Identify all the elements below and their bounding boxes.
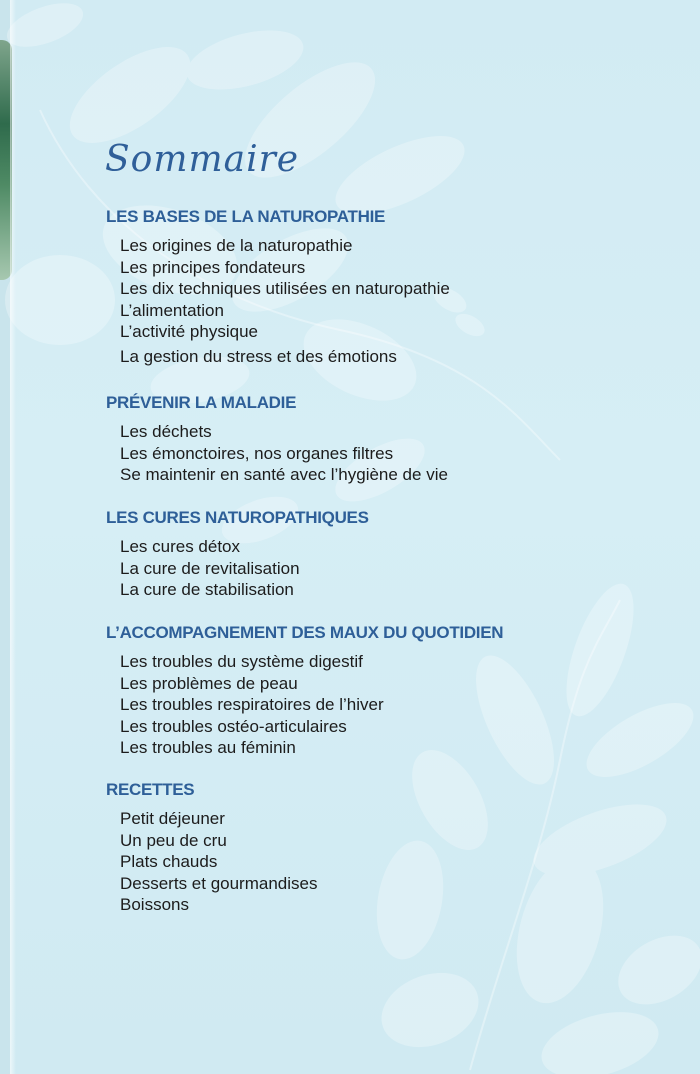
toc-item: Les troubles du système digestif [120,652,363,671]
toc-item: Les émonctoires, nos organes filtres [120,443,394,463]
section-items [106,421,666,486]
section-items [106,651,666,759]
section-cures [106,508,666,601]
section-heading: LES BASES DE LA NATUROPATHIE [106,207,386,226]
toc-item: Les troubles respiratoires de l’hiver [120,695,384,714]
toc-item: Un peu de cru [120,830,227,850]
toc-item: Les déchets [120,422,212,441]
toc-item: Les dix techniques utilisées en naturopathie [120,279,450,298]
toc-item: Les principes fondateurs [120,257,306,277]
toc-item: Les troubles au féminin [120,738,296,757]
section-accompagnement [106,623,666,759]
toc-item: La cure de stabilisation [120,580,294,599]
section-heading: LES CURES NATUROPATHIQUES [106,508,369,527]
toc-item: L’alimentation [120,300,224,320]
toc-item: Boissons [120,895,189,914]
toc-item: L’activité physique [120,322,258,341]
toc-item: Desserts et gourmandises [120,873,318,893]
toc-item: La cure de revitalisation [120,558,300,578]
page-title: Sommaire [105,139,300,180]
section-items [106,235,666,367]
section-heading: RECETTES [106,780,195,799]
toc-item: Petit déjeuner [120,809,225,828]
section-prevenir [106,393,666,486]
section-bases [106,207,666,367]
section-recettes [106,780,666,916]
toc-item: Les problèmes de peau [120,673,298,693]
section-heading: L’ACCOMPAGNEMENT DES MAUX DU QUOTIDIEN [106,623,504,642]
toc-item: Plats chauds [120,852,218,871]
toc-item: Les origines de la naturopathie [120,236,353,255]
toc-item: Les cures détox [120,537,241,556]
toc-item: La gestion du stress et des émotions [120,346,397,366]
toc-item: Les troubles ostéo-articulaires [120,716,347,736]
toc-item: Se maintenir en santé avec l’hygiène de vie [120,465,448,484]
section-items [106,536,666,601]
section-items [106,808,666,916]
section-heading: PRÉVENIR LA MALADIE [106,393,297,412]
